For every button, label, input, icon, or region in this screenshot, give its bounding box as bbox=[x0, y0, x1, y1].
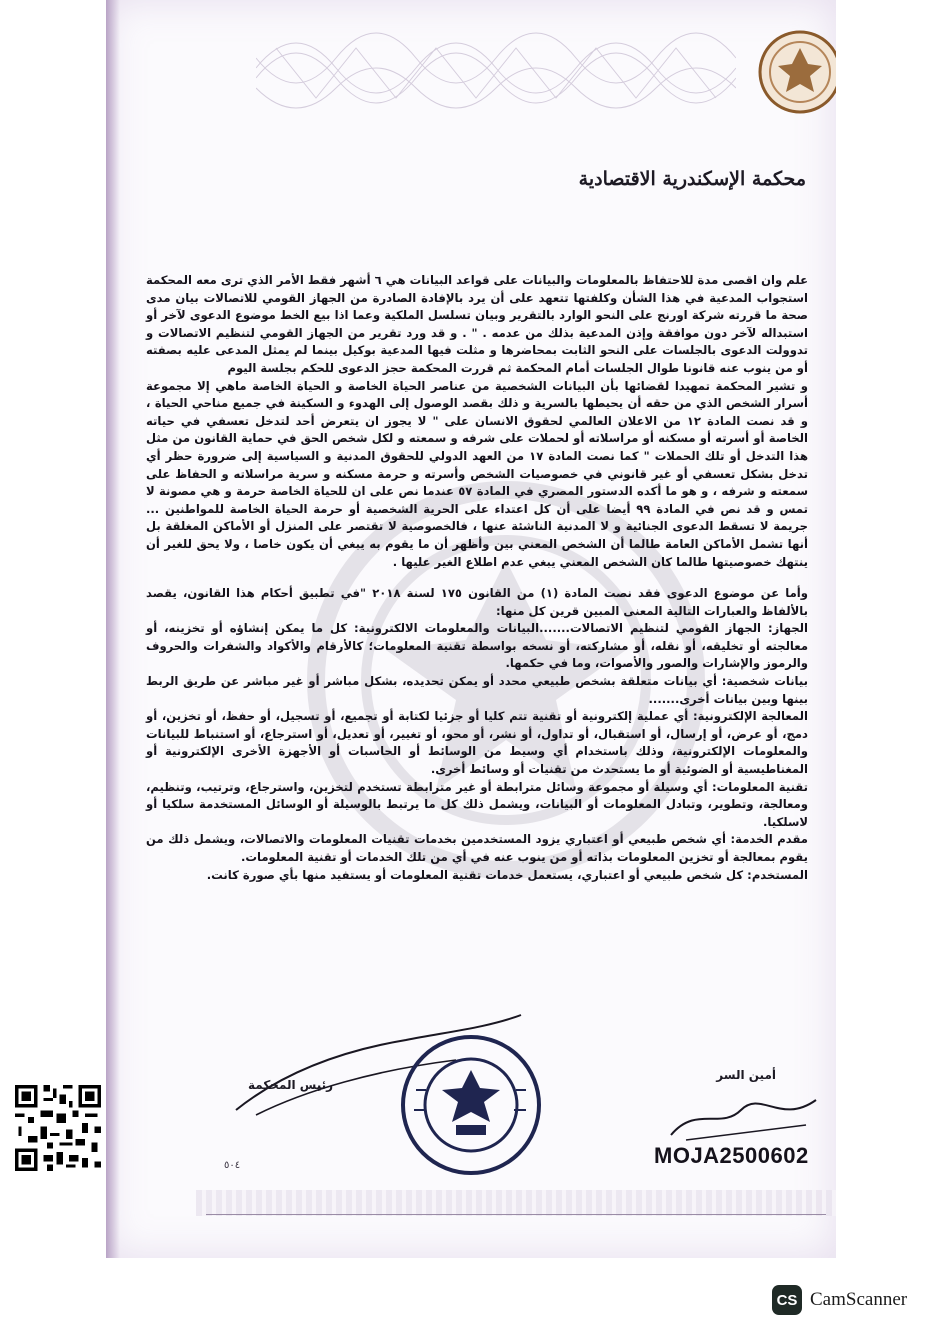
qr-code[interactable] bbox=[12, 1082, 104, 1174]
scanned-page bbox=[106, 0, 836, 1258]
paragraph-definition-it: تقنية المعلومات: أي وسيلة أو مجموعة وسائل مترابطة أو غير مترابطة تستخدم لتخزين، واسترجاع، وترتيب، وتنظيم، ومعالجة، وتطوير، وتبادل المعلومات أو البيانات، ويشمل ذلك كل ما يرتبط بالوسيلة أو الوسائل المستخدمة سلكيا أو لاسلكيا. bbox=[146, 779, 808, 829]
footer-divider bbox=[206, 1214, 826, 1215]
document-code: MOJA2500602 bbox=[654, 1143, 809, 1168]
paragraph-law-intro: وأما عن موضوع الدعوى فقد نصت المادة (١) من القانون ١٧٥ لسنة ٢٠١٨ "في تطبيق أحكام هذا القانون، يقصد بالألفاظ والعبارات التالية المعنى المبين قرين كل منها: bbox=[146, 586, 808, 618]
court-seal bbox=[396, 1030, 546, 1180]
president-label: رئيس المحكمة bbox=[248, 1078, 334, 1092]
camscanner-logo-icon: CS bbox=[772, 1285, 802, 1315]
secretary-signature bbox=[666, 1085, 826, 1145]
paragraph-procedure: علم وان اقصى مدة للاحتفاظ بالمعلومات والبيانات على قواعد البيانات هي ٦ أشهر فقط الأمر الذي ترى معه المحكمة استجواب المدعية في هذا الشأن وكلفتها تتعهد على أن يرد بالإفادة الصادرة من الجهاز القومي للاتصالات بيان مدى صحة ما قررته شركة اورنج على النحو الوارد بالتقرير وبيان تسلسل الملكية وعما اذا بيع الخط موضوع الدعوى لآخر أو استبداله لآخر دون موافقة وإذن المدعية بذلك من عدمه . " . و قد ورد تقرير من الجهاز القومي لتنظيم الاتصالات و تدوولت الدعوى بالجلسات على النحو الثابت بمحاضرها و مثلت فيها المدعية بوكيل بينما لم يمثل المدعى عليه بصفته أو من ينوب عنه قانونا طوال الجلسات أمام المحكمة ثم قررت المحكمة حجز الدعوى للحكم بجلسة اليوم bbox=[146, 273, 808, 375]
judgment-body bbox=[146, 272, 808, 884]
paragraph-definition-user: المستخدم: كل شخص طبيعي أو اعتباري، يستعمل خدمات تقنية المعلومات أو يستفيد منها بأي صورة كانت. bbox=[206, 867, 808, 882]
security-pattern bbox=[256, 8, 736, 128]
secretary-label: أمين السر bbox=[716, 1068, 776, 1082]
camscanner-badge bbox=[772, 1285, 907, 1315]
paragraph-privacy: و تشير المحكمة تمهيدا لقضائها بأن البيانات الشخصية من عناصر الحياة الخاصة و الحياة الخاصة ماهي إلا مجموعة أسرار الشخص الذي من حقه أن يحيطها بالسرية و ذلك بقصد الوصول إلى الهدوء و السكينة في جميع مناحي الحياة ، و قد نصت المادة ١٢ من الاعلان العالمي لحقوق الانسان على " لا يجوز ان يتعرض أحد لتدخل تعسفي في حياته الخاصة أو أسرته أو مسكنه أو مراسلاته أو لحملات على شرفه و سمعته و لكل شخص الحق في حماية القانون من مثل هذا التدخل أو تلك الحملات " كما نصت المادة ١٧ من العهد الدولي للحقوق المدنية و السياسية إلى ضرورة حظر أي تدخل بشكل تعسفي أو غير قانوني في خصوصيات الشخص وأسرته و حرمة مسكنه و سرية مراسلاته و الحفاظ على سمعته و شرفه ، و هو ما أكده الدستور المصري في المادة ٥٧ عندما نص على ان للحياة الخاصة حرمة و هي مصونة لا تمس و قد نص في المادة ٩٩ أيضا على أن كل اعتداء على الحرية الشخصية أو حرمة الحياة الخاصة للمواطنين ... جريمة لا تسقط الدعوى الجنائية و لا المدنية الناشئة عنها ، فالخصوصية لا تقتصر على المنزل أو الأماكن المغلقة بل أنها تشمل الأماكن العامة طالما أن الشخص المعني بين وأظهر أن ما يقوم به يبغي أن يكون خاصا ، ولا يحق للغير أن ينتهك خصوصيتها طالما كان الشخص المعني يبغي عدم اطلاع الغير عليها . bbox=[146, 378, 809, 569]
paragraph-definition-authority: الجهاز: الجهاز القومي لتنظيم الاتصالات.......البيانات والمعلومات الالكترونية: كل ما يمكن إنشاؤه أو تخزينه، أو معالجته أو تخليقه، أو نقله، أو مشاركته، أو نسخه بواسطة تقنية المعلومات؛ كالأرقام والأكواد والشفرات والحروف والرموز والإشارات والصور والأصوات، وما في حكمها. bbox=[146, 621, 808, 671]
paragraph-definition-personal-data: بيانات شخصية: أي بيانات متعلقة بشخص طبيعي محدد أو يمكن تحديده، بشكل مباشر أو غير مباشر عن طريق الربط بينها وبين بيانات أخرى....... bbox=[146, 674, 808, 706]
paragraph-definition-processing: المعالجة الإلكترونية: أي عملية إلكترونية أو تقنية تتم كليا أو جزئيا لكتابة أو تجميع، أو تسجيل، أو حفظ، أو تخزين، أو دمج، أو عرض، أو إرسال، أو استقبال، أو تداول، أو نشر، أو محو، أو تغيير، أو تعديل، أو استرجاع، أو استنباط للبيانات والمعلومات الإلكترونية، وذلك باستخدام أي وسيط من الوسائط أو الحاسبات أو الأجهزة الأخرى الإلكترونية أو المغناطيسية أو الضوئية أو ما يستحدث من تقنيات أو وسائط أخرى. bbox=[146, 709, 808, 777]
paragraph-definition-provider: مقدم الخدمة: أي شخص طبيعي أو اعتباري يزود المستخدمين بخدمات تقنيات المعلومات والاتصالات، ويشمل ذلك من يقوم بمعالجة أو تخزين المعلومات بذاته أو من ينوب عنه في أي من تلك الخدمات أو تقنية المعلومات. bbox=[146, 832, 808, 864]
side-code: ٥٠٤ bbox=[224, 1160, 241, 1171]
ministry-emblem bbox=[756, 28, 836, 116]
camscanner-name: CamScanner bbox=[810, 1289, 908, 1310]
court-title: محكمة الإسكندرية الاقتصادية bbox=[578, 168, 806, 190]
footer-band bbox=[196, 1190, 836, 1216]
